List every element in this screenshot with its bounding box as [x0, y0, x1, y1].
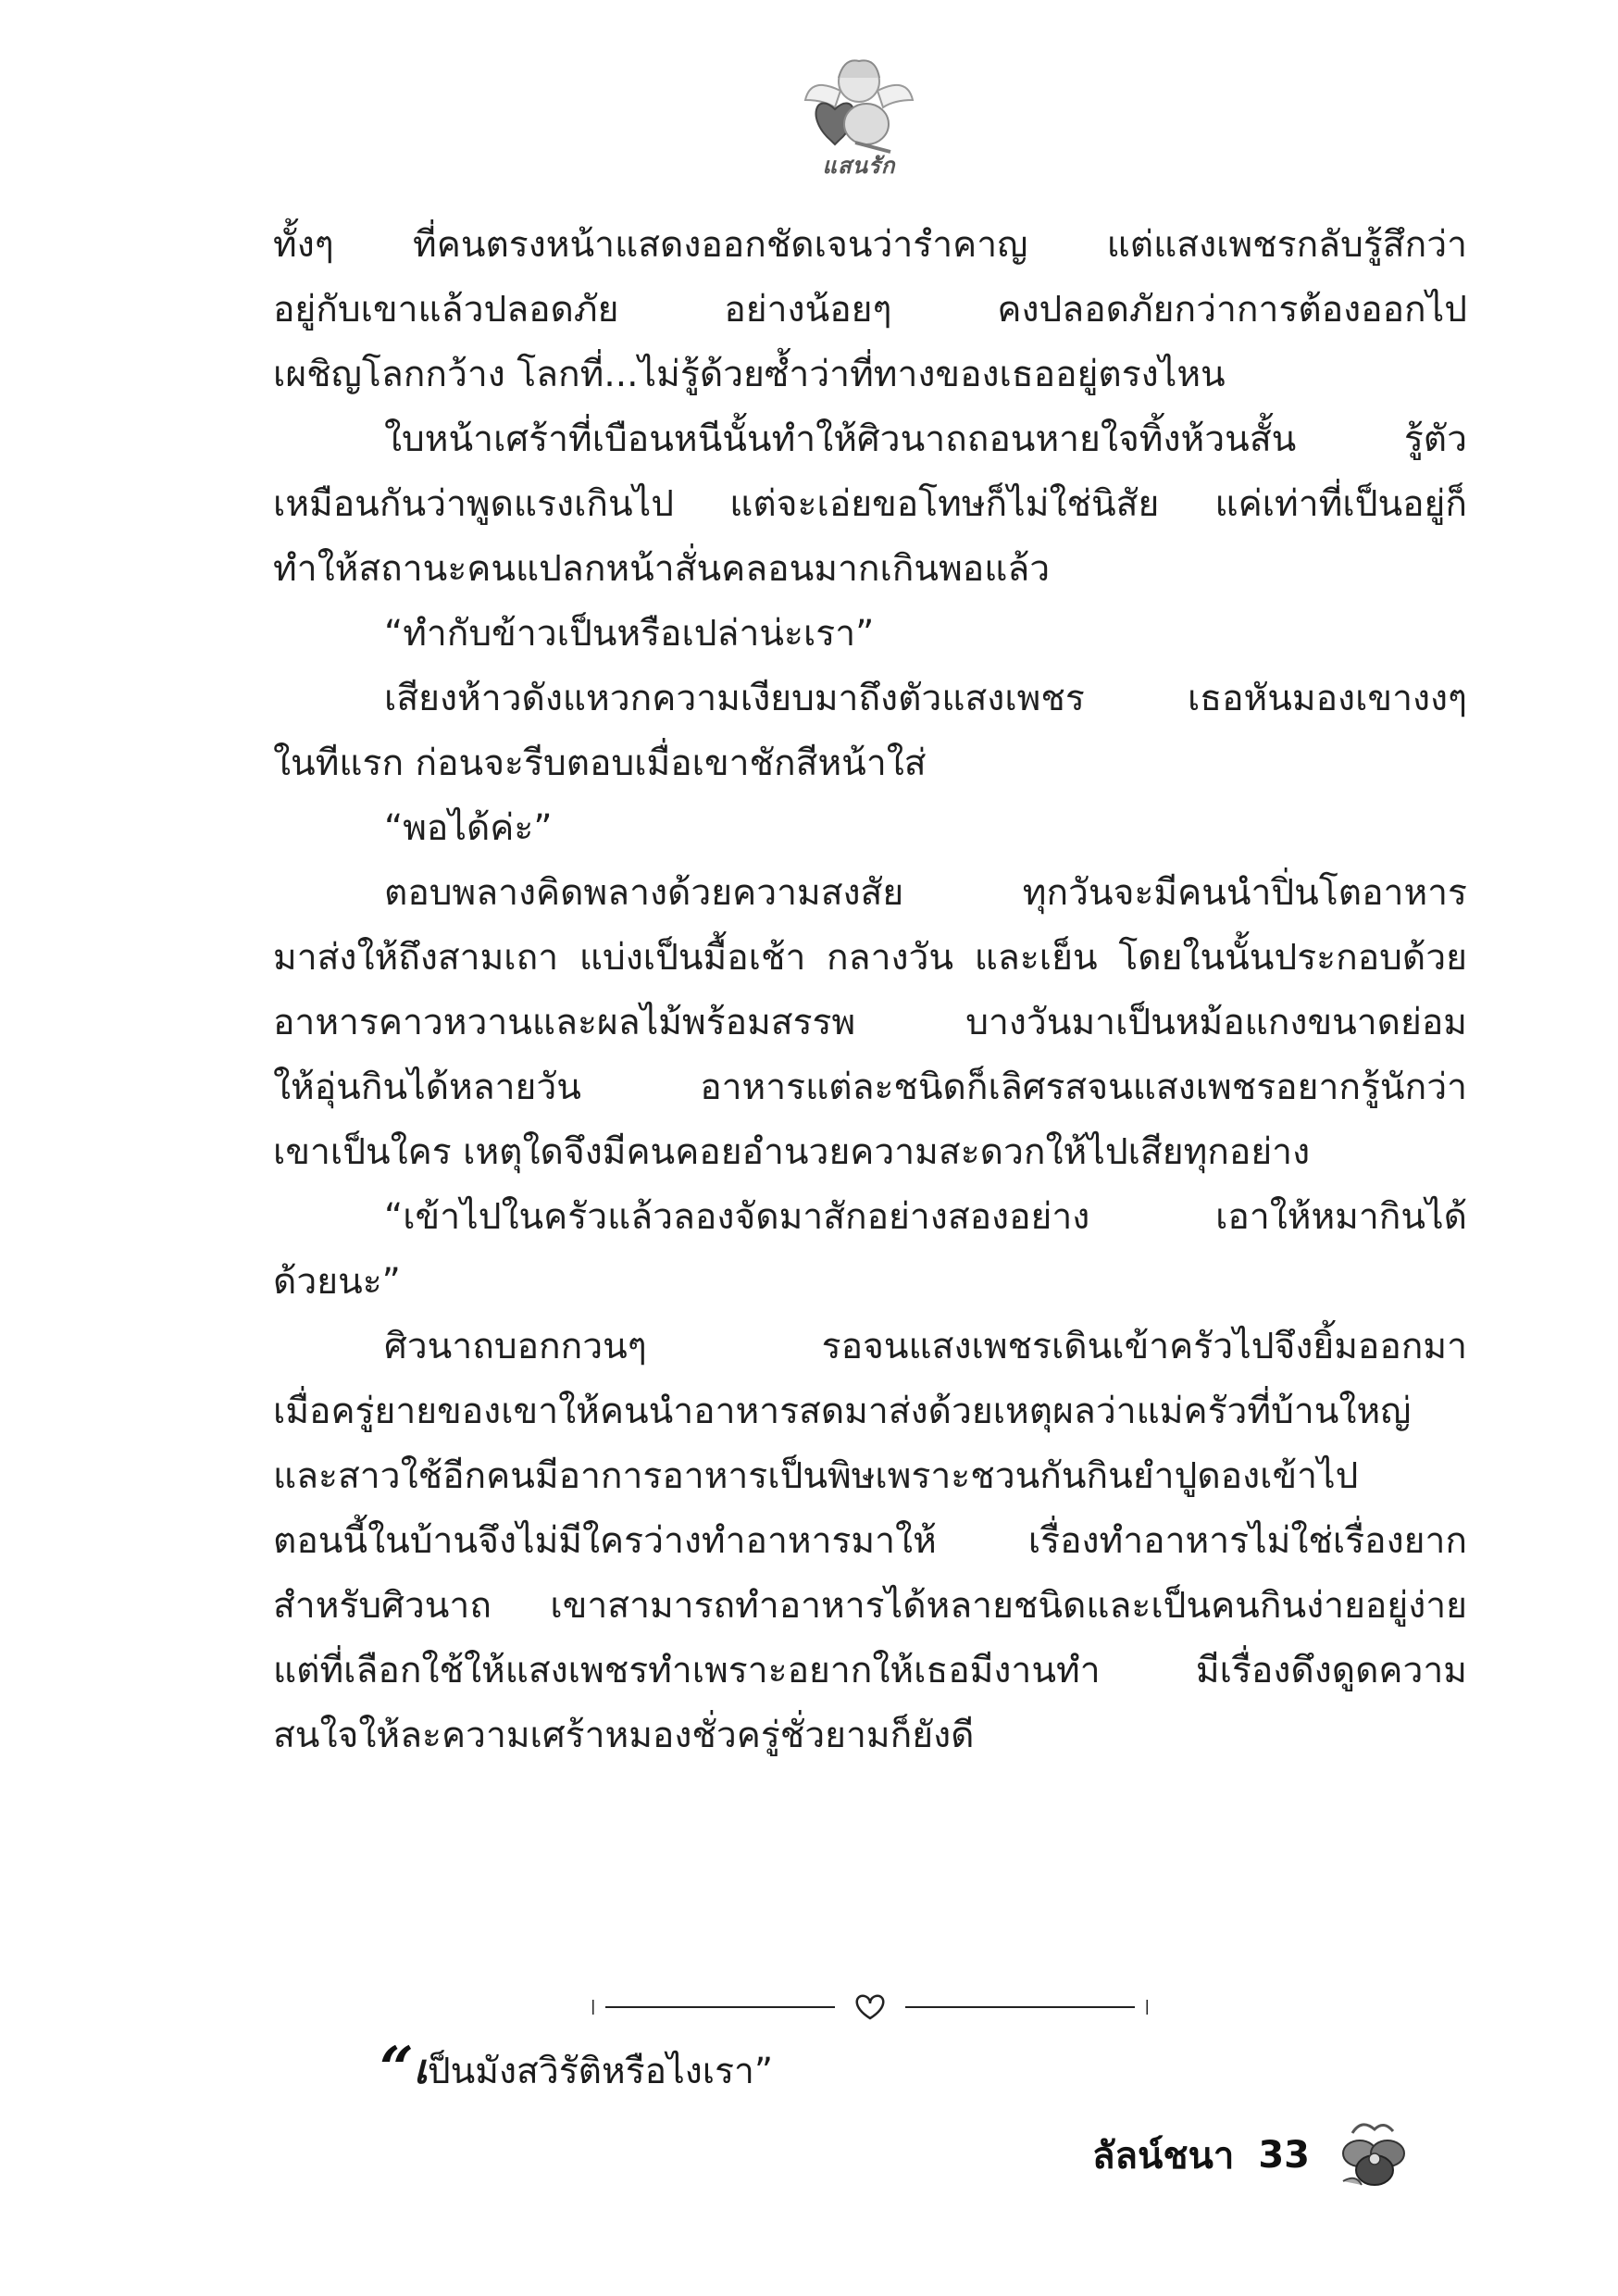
text-line: ทำให้สถานะคนแปลกหน้าสั่นคลอนมากเกินพอแล้ว: [273, 548, 1051, 590]
text-line: แต่ที่เลือกใช้ให้แสงเพชรทำเพราะอยากให้เธอมีงานทำ มีเรื่องดึงดูดความ: [273, 1650, 1467, 1691]
heart-ornament-icon: [857, 1996, 884, 2018]
text-line: เมื่อครู่ยายของเขาให้คนนำอาหารสดมาส่งด้วยเหตุผลว่าแม่ครัวที่บ้านใหญ่: [273, 1391, 1412, 1432]
opening-text: ป็นมังสวิรัติหรือไงเรา”: [427, 2051, 774, 2092]
book-title: ลัลน์ชนา: [1092, 2135, 1235, 2177]
text-line: ทั้งๆ ที่คนตรงหน้าแสดงออกชัดเจนว่ารำคาญ แต่แสงเพชรกลับรู้สึกว่า: [273, 224, 1467, 266]
text-line: ด้วยนะ”: [273, 1261, 401, 1303]
text-line: สนใจให้ละความเศร้าหมองชั่วครู่ชั่วยามก็ยังดี: [273, 1715, 975, 1756]
text-line: อยู่กับเขาแล้วปลอดภัย อย่างน้อยๆ คงปลอดภัยกว่าการต้องออกไป: [273, 289, 1467, 331]
text-line: เหมือนกันว่าพูดแรงเกินไป แต่จะเอ่ยขอโทษก็ไม่ใช่นิสัย แค่เท่าที่เป็นอยู่ก็: [273, 483, 1467, 525]
text-line: สำหรับศิวนาถ เขาสามารถทำอาหารได้หลายชนิดและเป็นคนกินง่ายอยู่ง่าย: [273, 1585, 1467, 1627]
page-number: 33: [1258, 2134, 1310, 2177]
next-section-opening: [380, 2034, 774, 2104]
text-line: ตอนนี้ในบ้านจึงไม่มีใครว่างทำอาหารมาให้ เรื่องทำอาหารไม่ใช่เรื่องยาก: [273, 1520, 1467, 1562]
text-line: ศิวนาถบอกกวนๆ รอจนแสงเพชรเดินเข้าครัวไปจึงยิ้มออกมา: [384, 1326, 1467, 1367]
opening-quote-mark: “: [380, 2034, 414, 2103]
text-line: “พอได้ค่ะ”: [384, 807, 553, 849]
text-line: ตอบพลางคิดพลางด้วยความสงสัย ทุกวันจะมีคนนำปิ่นโตอาหาร: [384, 872, 1467, 914]
cupid-logo: [798, 54, 920, 183]
text-line: อาหารคาวหวานและผลไม้พร้อมสรรพ บางวันมาเป็นหม้อแกงขนาดย่อม: [273, 1002, 1467, 1043]
text-line: “ทำกับข้าวเป็นหรือเปล่าน่ะเรา”: [384, 613, 875, 655]
text-line: ให้อุ่นกินได้หลายวัน อาหารแต่ละชนิดก็เลิศรสจนแสงเพชรอยากรู้นักว่า: [273, 1067, 1467, 1108]
opening-drop-letter: เ: [413, 2046, 428, 2093]
text-line: “เข้าไปในครัวแล้วลองจัดมาสักอย่างสองอย่าง เอาให้หมากินได้: [384, 1196, 1467, 1238]
text-line: มาส่งให้ถึงสามเถา แบ่งเป็นมื้อเช้า กลางวัน และเย็น โดยในนั้นประกอบด้วย: [273, 937, 1467, 979]
text-line: ใบหน้าเศร้าที่เบือนหนีนั้นทำให้ศิวนาถถอนหายใจทิ้งห้วนสั้น รู้ตัว: [384, 418, 1467, 460]
text-line: เสียงห้าวดังแหวกความเงียบมาถึงตัวแสงเพชร เธอหันมองเขางงๆ: [384, 678, 1467, 719]
logo-text: แสนรัก: [822, 153, 896, 179]
section-divider: [592, 1987, 1148, 2024]
page-footer: [1092, 2118, 1412, 2192]
text-line: ในทีแรก ก่อนจะรีบตอบเมื่อเขาชักสีหน้าใส่: [273, 742, 927, 784]
flower-ornament-icon: [1334, 2116, 1412, 2194]
text-line: เขาเป็นใคร เหตุใดจึงมีคนคอยอำนวยความสะดวกให้ไปเสียทุกอย่าง: [273, 1131, 1311, 1173]
text-line: เผชิญโลกกว้าง โลกที่...ไม่รู้ด้วยซ้ำว่าที่ทางของเธออยู่ตรงไหน: [273, 354, 1226, 395]
text-line: และสาวใช้อีกคนมีอาการอาหารเป็นพิษเพราะชวนกันกินยำปูดองเข้าไป: [273, 1455, 1359, 1497]
body-text: [273, 213, 1467, 1768]
